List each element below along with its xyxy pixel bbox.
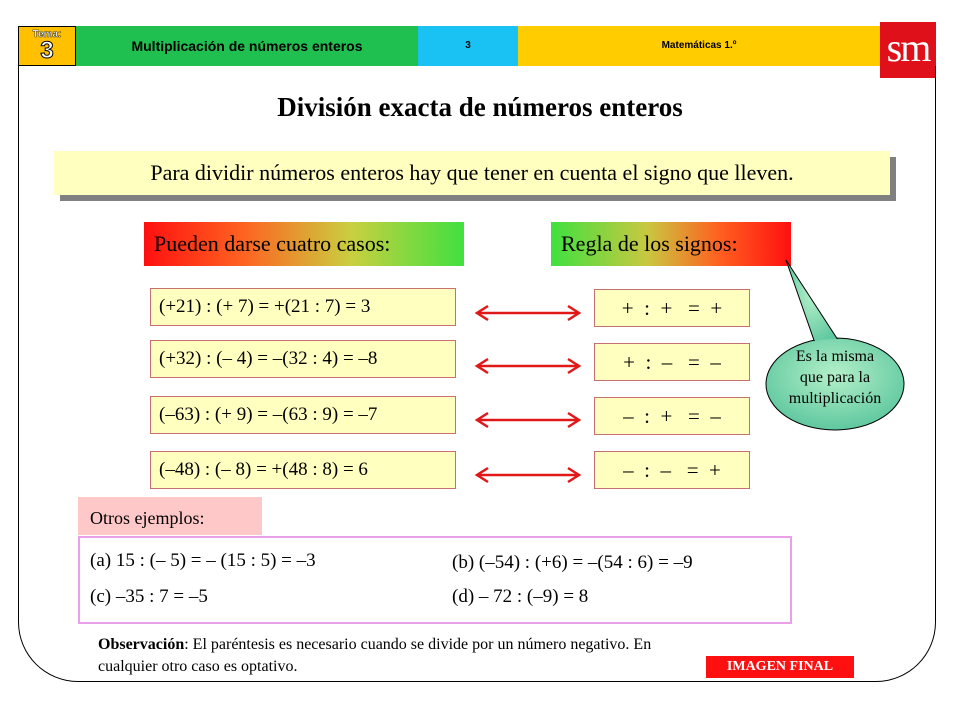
example-b: (b) (–54) : (+6) = –(54 : 6) = –9 [452,552,693,573]
page-number: 3 [418,26,518,66]
tema-number: 3 [40,37,54,64]
unit-title: Multiplicación de números enteros [76,26,418,66]
example-d: (d) – 72 : (–9) = 8 [452,586,589,607]
case-expression-3: (–63) : (+ 9) = –(63 : 9) = –7 [150,396,456,434]
case-expression-4: (–48) : (– 8) = +(48 : 8) = 6 [150,451,456,489]
examples-heading: Otros ejemplos: [78,497,262,535]
double-arrow-icon [474,410,582,430]
sign-rule-heading: Regla de los signos: [551,222,791,266]
case-expression-1: (+21) : (+ 7) = +(21 : 7) = 3 [150,288,456,326]
example-c: (c) –35 : 7 = –5 [90,586,208,607]
sign-rule-4: – : – = + [594,451,750,489]
cases-heading: Pueden darse cuatro casos: [144,222,464,266]
sm-logo: sm [880,22,936,78]
double-arrow-icon [474,465,582,485]
intro-statement: Para dividir números enteros hay que tener en cuenta el signo que lleven. [54,151,890,195]
observation-text: : El paréntesis es necesario cuando se divide por un número negativo. En cualquier otro caso es optativo. [98,636,652,675]
callout-line: multiplicación [788,390,882,407]
sign-rule-1: + : + = + [594,289,750,327]
example-a: (a) 15 : (– 5) = – (15 : 5) = –3 [90,550,316,571]
observation-note [98,634,678,678]
callout-line: Es la misma [795,348,875,365]
double-arrow-icon [474,356,582,376]
observation-label: Observación [98,636,185,653]
tema-label: Tema: [32,29,62,40]
callout-text [760,346,910,409]
case-expression-2: (+32) : (– 4) = –(32 : 4) = –8 [150,340,456,378]
tema-badge [18,26,76,66]
sign-rule-2: + : – = – [594,343,750,381]
final-image-button[interactable]: IMAGEN FINAL [706,656,854,678]
sign-rule-3: – : + = – [594,397,750,435]
callout-line: que para la [799,369,871,386]
subject-label: Matemáticas 1.º [518,26,880,66]
page-title: División exacta de números enteros [277,92,683,122]
examples-box [78,536,792,624]
double-arrow-icon [474,303,582,323]
